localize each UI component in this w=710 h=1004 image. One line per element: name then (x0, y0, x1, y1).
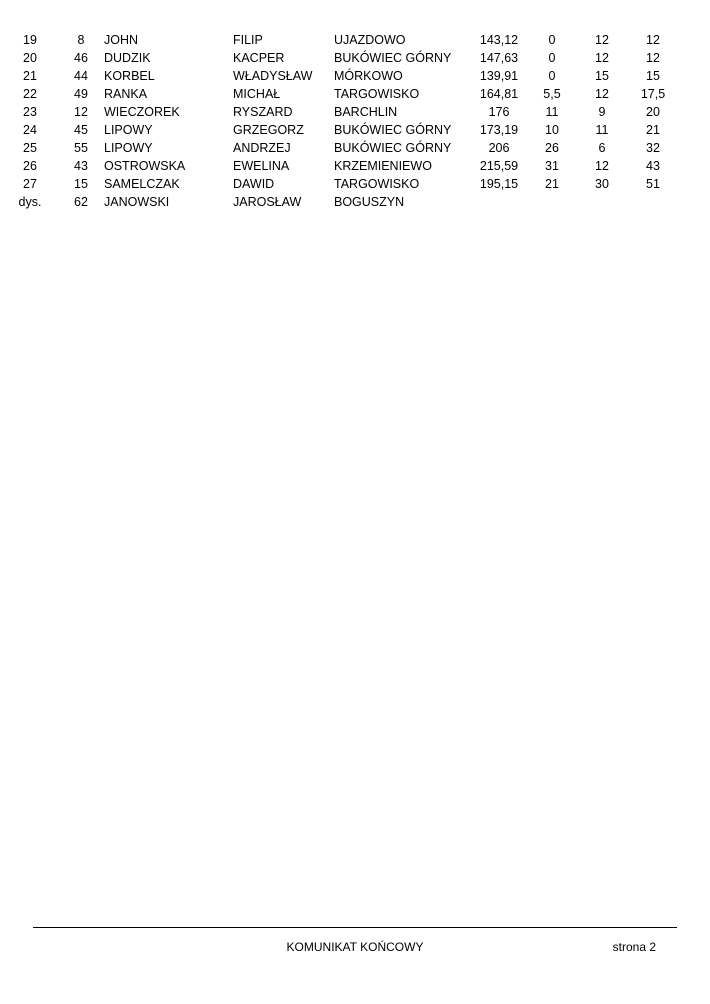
first-name-cell: FILIP (233, 33, 263, 47)
time-cell: 176 (488, 105, 510, 119)
time-cell: 143,12 (479, 33, 519, 47)
table-row (0, 103, 710, 121)
penalty1-cell: 5,5 (543, 87, 561, 101)
total-cell: 17,5 (640, 87, 666, 101)
table-row (0, 67, 710, 85)
surname-cell: RANKA (104, 87, 148, 101)
table-row (0, 121, 710, 139)
time-cell: 173,19 (479, 123, 519, 137)
time-cell: 195,15 (479, 177, 519, 191)
start-number-cell: 8 (77, 33, 85, 47)
surname-cell: KORBEL (104, 69, 155, 83)
surname-cell: JOHN (104, 33, 139, 47)
club-cell: BUKÓWIEC GÓRNY (334, 51, 452, 65)
place-cell: 19 (23, 33, 37, 47)
total-cell: 21 (646, 123, 660, 137)
surname-cell: WIECZOREK (104, 105, 180, 119)
time-cell: 215,59 (479, 159, 519, 173)
table-row (0, 157, 710, 175)
surname-cell: SAMELCZAK (104, 177, 180, 191)
place-cell: 23 (23, 105, 37, 119)
footer-divider (33, 927, 677, 928)
time-cell: 147,63 (479, 51, 519, 65)
penalty1-cell: 0 (548, 51, 556, 65)
footer-title: KOMUNIKAT KOŃCOWY (286, 940, 424, 954)
place-cell: 25 (23, 141, 37, 155)
surname-cell: JANOWSKI (104, 195, 170, 209)
penalty1-cell: 31 (545, 159, 559, 173)
first-name-cell: GRZEGORZ (233, 123, 304, 137)
penalty2-cell: 15 (595, 69, 609, 83)
start-number-cell: 49 (74, 87, 88, 101)
total-cell: 12 (646, 33, 660, 47)
results-table (0, 31, 710, 211)
total-cell: 43 (646, 159, 660, 173)
first-name-cell: MICHAŁ (233, 87, 281, 101)
table-row (0, 31, 710, 49)
time-cell: 139,91 (479, 69, 519, 83)
club-cell: BOGUSZYN (334, 195, 405, 209)
club-cell: TARGOWISKO (334, 87, 420, 101)
surname-cell: LIPOWY (104, 141, 153, 155)
penalty1-cell: 0 (548, 33, 556, 47)
club-cell: BUKÓWIEC GÓRNY (334, 141, 452, 155)
start-number-cell: 45 (74, 123, 88, 137)
penalty1-cell: 21 (545, 177, 559, 191)
page-number: strona 2 (612, 940, 656, 954)
table-row (0, 49, 710, 67)
first-name-cell: JAROSŁAW (233, 195, 302, 209)
table-row (0, 193, 710, 211)
penalty1-cell: 11 (545, 105, 559, 119)
place-cell: 26 (23, 159, 37, 173)
table-row (0, 175, 710, 193)
table-row (0, 139, 710, 157)
table-row (0, 85, 710, 103)
start-number-cell: 43 (74, 159, 88, 173)
place-cell: 21 (23, 69, 37, 83)
time-cell: 206 (488, 141, 510, 155)
start-number-cell: 55 (74, 141, 88, 155)
club-cell: KRZEMIENIEWO (334, 159, 432, 173)
penalty2-cell: 12 (595, 51, 609, 65)
first-name-cell: RYSZARD (233, 105, 293, 119)
place-cell: 24 (23, 123, 37, 137)
club-cell: UJAZDOWO (334, 33, 406, 47)
penalty1-cell: 26 (545, 141, 559, 155)
surname-cell: OSTROWSKA (104, 159, 186, 173)
time-cell: 164,81 (479, 87, 519, 101)
total-cell: 12 (646, 51, 660, 65)
total-cell: 15 (646, 69, 660, 83)
place-cell: 22 (23, 87, 37, 101)
penalty2-cell: 30 (595, 177, 609, 191)
place-cell: dys. (18, 195, 42, 209)
penalty2-cell: 9 (598, 105, 606, 119)
penalty1-cell: 0 (548, 69, 556, 83)
penalty1-cell: 10 (545, 123, 559, 137)
club-cell: BARCHLIN (334, 105, 398, 119)
place-cell: 27 (23, 177, 37, 191)
surname-cell: LIPOWY (104, 123, 153, 137)
first-name-cell: WŁADYSŁAW (233, 69, 313, 83)
start-number-cell: 62 (74, 195, 88, 209)
first-name-cell: KACPER (233, 51, 285, 65)
penalty2-cell: 12 (595, 87, 609, 101)
first-name-cell: EWELINA (233, 159, 290, 173)
total-cell: 51 (646, 177, 660, 191)
surname-cell: DUDZIK (104, 51, 151, 65)
start-number-cell: 46 (74, 51, 88, 65)
start-number-cell: 12 (74, 105, 88, 119)
penalty2-cell: 12 (595, 33, 609, 47)
place-cell: 20 (23, 51, 37, 65)
start-number-cell: 44 (74, 69, 88, 83)
first-name-cell: DAWID (233, 177, 275, 191)
total-cell: 20 (646, 105, 660, 119)
club-cell: BUKÓWIEC GÓRNY (334, 123, 452, 137)
penalty2-cell: 11 (595, 123, 609, 137)
first-name-cell: ANDRZEJ (233, 141, 291, 155)
club-cell: TARGOWISKO (334, 177, 420, 191)
penalty2-cell: 12 (595, 159, 609, 173)
total-cell: 32 (646, 141, 660, 155)
start-number-cell: 15 (74, 177, 88, 191)
penalty2-cell: 6 (598, 141, 606, 155)
club-cell: MÓRKOWO (334, 69, 403, 83)
